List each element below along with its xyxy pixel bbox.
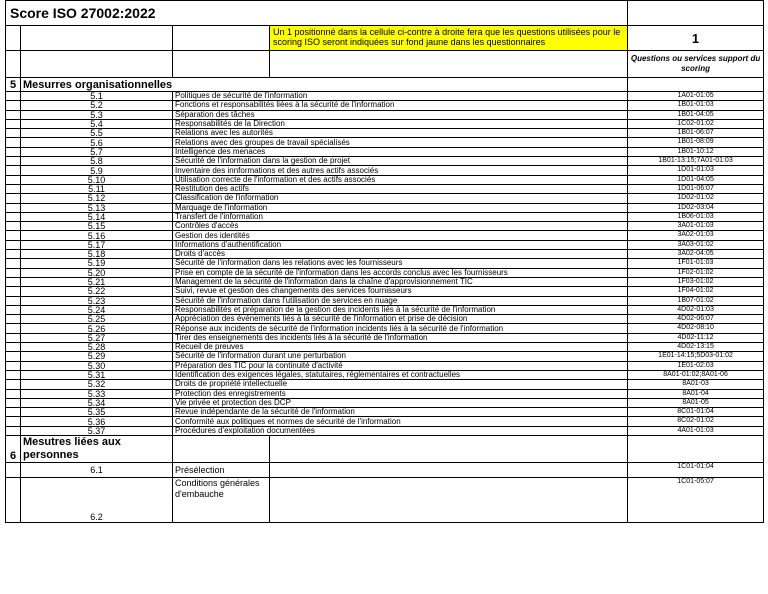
table-row (6, 119, 764, 128)
empty-cell[interactable] (173, 26, 270, 51)
empty-cell[interactable] (6, 259, 21, 268)
empty-cell[interactable] (6, 333, 21, 342)
item-code: 4D02-11:12 (628, 333, 764, 342)
item-number: 5.5 (21, 129, 173, 138)
item-code: 1F02-01:02 (628, 268, 764, 277)
table-row (6, 398, 764, 407)
item-label: Droits d'accès (173, 250, 628, 259)
item-label: Fonctions et responsabilités liées à la sécurité de l'information (173, 101, 628, 110)
item-code: 1C01-05:07 (628, 477, 764, 522)
empty-cell[interactable] (270, 462, 628, 477)
item-label: Gestion des identités (173, 231, 628, 240)
table-row (6, 462, 764, 477)
item-number: 5.32 (21, 380, 173, 389)
empty-cell[interactable] (21, 26, 173, 51)
empty-cell[interactable] (6, 287, 21, 296)
item-label: Conformité aux politiques et normes de sécurité de l'information (173, 417, 628, 426)
empty-cell[interactable] (21, 51, 173, 78)
table-row (6, 175, 764, 184)
item-number: 5.9 (21, 166, 173, 175)
item-number: 5.27 (21, 333, 173, 342)
item-code: 1C02-01:02 (628, 119, 764, 128)
scoring-note: Un 1 positionné dans la cellule ci-contre à droite fera que les questions utilisées pour le scoring ISO seront indiquées sur fond jaune dans les questionnaires (270, 26, 628, 51)
item-label: Marquage de l'information (173, 203, 628, 212)
empty-cell[interactable] (270, 78, 628, 92)
item-code: 1E01-02:03 (628, 361, 764, 370)
item-code: 1F04-01:02 (628, 287, 764, 296)
item-label: Vie privée et protection des DCP (173, 398, 628, 407)
table-row (6, 184, 764, 193)
item-code: 8A01-05 (628, 398, 764, 407)
item-label: Identification des exigences légales, statutaires, réglementaires et contractuelles (173, 370, 628, 379)
empty-cell[interactable] (6, 462, 21, 477)
section-title: Mesurres organisationnelles (21, 78, 270, 92)
item-label: Droits de propriété intellectuelle (173, 380, 628, 389)
item-code: 1D02-01:02 (628, 194, 764, 203)
item-number: 5.33 (21, 389, 173, 398)
item-code: 1D01-06:07 (628, 184, 764, 193)
item-number: 5.18 (21, 250, 173, 259)
item-label: Responsabilités de la Direction (173, 119, 628, 128)
item-number: 5.17 (21, 240, 173, 249)
item-label: Classification de l'information (173, 194, 628, 203)
questions-header: Questions ou services support du scoring (628, 51, 764, 78)
empty-cell[interactable] (6, 277, 21, 286)
item-label: Présélection (173, 462, 270, 477)
table-row (6, 324, 764, 333)
empty-cell[interactable] (6, 361, 21, 370)
empty-cell[interactable] (6, 92, 21, 101)
item-code: 1B01-08:09 (628, 138, 764, 147)
item-code: 4D02-01:03 (628, 305, 764, 314)
table-row (6, 426, 764, 435)
item-code: 1B01-06:07 (628, 129, 764, 138)
table-row (6, 194, 764, 203)
item-code: 1E01-14:15;5D03-01:02 (628, 352, 764, 361)
empty-cell[interactable] (6, 240, 21, 249)
item-number: 5.36 (21, 417, 173, 426)
empty-cell[interactable] (6, 343, 21, 352)
item-label: Sécurité de l'information durant une perturbation (173, 352, 628, 361)
empty-cell[interactable] (6, 408, 21, 417)
item-number: 5.22 (21, 287, 173, 296)
empty-cell[interactable] (270, 477, 628, 522)
empty-cell[interactable] (628, 435, 764, 462)
empty-cell[interactable] (6, 119, 21, 128)
empty-cell[interactable] (6, 398, 21, 407)
empty-cell[interactable] (173, 51, 270, 78)
item-number: 5.35 (21, 408, 173, 417)
item-label: Procédures d'exploitation documentées (173, 426, 628, 435)
empty-cell[interactable] (6, 305, 21, 314)
item-label: Sécurité de l'information dans la gestion de projet (173, 157, 628, 166)
empty-cell[interactable] (6, 315, 21, 324)
table-row (6, 250, 764, 259)
item-label: Protection des enregistrements (173, 389, 628, 398)
empty-cell[interactable] (6, 138, 21, 147)
table-row (6, 147, 764, 156)
item-code: 8A01-03 (628, 380, 764, 389)
item-code: 4D02-08:10 (628, 324, 764, 333)
table-row (6, 231, 764, 240)
table-row (6, 352, 764, 361)
empty-cell[interactable] (6, 380, 21, 389)
item-number: 5.31 (21, 370, 173, 379)
section-title: Mesutres liées aux personnes (21, 435, 173, 462)
empty-cell[interactable] (270, 51, 628, 78)
section-number: 6 (6, 435, 21, 462)
table-row (6, 370, 764, 379)
table-row (6, 408, 764, 417)
item-number: 5.13 (21, 203, 173, 212)
item-number: 5.20 (21, 268, 173, 277)
table-row (6, 389, 764, 398)
item-code: 1F03-01:02 (628, 277, 764, 286)
item-label: Suivi, revue et gestion des changements des services fournisseurs (173, 287, 628, 296)
item-number: 5.26 (21, 324, 173, 333)
item-code: 8A01-01:02;8A01-06 (628, 370, 764, 379)
empty-cell[interactable] (6, 194, 21, 203)
item-label: Politiques de sécurité de l'information (173, 92, 628, 101)
empty-cell[interactable] (6, 110, 21, 119)
table-row (6, 305, 764, 314)
item-code: 1D02-03:04 (628, 203, 764, 212)
table-row (6, 92, 764, 101)
item-code: 1D01-01:03 (628, 166, 764, 175)
table-row (6, 361, 764, 370)
item-code: 4A01-01:03 (628, 426, 764, 435)
item-label: Transfert de l'information (173, 212, 628, 221)
empty-cell[interactable] (6, 222, 21, 231)
item-number: 5.28 (21, 343, 173, 352)
item-number: 5.29 (21, 352, 173, 361)
item-number: 5.4 (21, 119, 173, 128)
section-number: 5 (6, 78, 21, 92)
empty-cell[interactable] (6, 268, 21, 277)
empty-cell[interactable] (628, 78, 764, 92)
table-row (6, 212, 764, 221)
empty-cell[interactable] (6, 417, 21, 426)
item-number: 5.1 (21, 92, 173, 101)
table-row (6, 138, 764, 147)
item-label: Séparation des tâches (173, 110, 628, 119)
item-code: 1F01-01:03 (628, 259, 764, 268)
item-label: Sécurité de l'information dans les relations avec les fournisseurs (173, 259, 628, 268)
score-table (5, 0, 764, 523)
section-row (6, 435, 764, 462)
item-label: Contrôles d'accès (173, 222, 628, 231)
table-row (6, 380, 764, 389)
item-label: Intelligence des menaces (173, 147, 628, 156)
table-row (6, 157, 764, 166)
item-code: 1C01-01:04 (628, 462, 764, 477)
item-number: 5.10 (21, 175, 173, 184)
item-label: Préparation des TIC pour la continuité d'activité (173, 361, 628, 370)
item-number: 5.8 (21, 157, 173, 166)
item-label: Réponse aux incidents de sécurité de l'information incidents liés à la sécurité de l'information (173, 324, 628, 333)
item-number: 5.6 (21, 138, 173, 147)
item-code: 1B01-01:03 (628, 101, 764, 110)
empty-cell[interactable] (6, 184, 21, 193)
scoring-flag-cell[interactable]: 1 (628, 26, 764, 51)
item-label: Informations d'authentification (173, 240, 628, 249)
item-number: 5.15 (21, 222, 173, 231)
item-number: 6.2 (21, 477, 173, 522)
item-number: 5.14 (21, 212, 173, 221)
table-row (6, 268, 764, 277)
table-row (6, 259, 764, 268)
sheet-title: Score ISO 27002:2022 (6, 1, 628, 26)
empty-cell[interactable] (6, 166, 21, 175)
empty-cell[interactable] (6, 101, 21, 110)
item-label: Sécurité de l'information dans l'utilisation de services en nuage (173, 296, 628, 305)
empty-cell[interactable] (6, 212, 21, 221)
empty-cell[interactable] (6, 26, 21, 51)
item-label: Revue indépendante de la sécurité de l'information (173, 408, 628, 417)
table-row (6, 166, 764, 175)
item-number: 5.12 (21, 194, 173, 203)
empty-cell[interactable] (6, 426, 21, 435)
item-code: 1A01-01:05 (628, 92, 764, 101)
item-number: 5.11 (21, 184, 173, 193)
table-row (6, 110, 764, 119)
item-code: 3A02-04:05 (628, 250, 764, 259)
empty-cell[interactable] (6, 51, 21, 78)
empty-cell[interactable] (6, 477, 21, 522)
table-row (6, 417, 764, 426)
item-code: 1B01-04:05 (628, 110, 764, 119)
item-code: 3A02-01:03 (628, 231, 764, 240)
item-number: 5.2 (21, 101, 173, 110)
empty-cell[interactable] (6, 203, 21, 212)
table-row (6, 240, 764, 249)
item-code: 1B07-01:02 (628, 296, 764, 305)
item-code: 4D02-06:07 (628, 315, 764, 324)
table-row (6, 287, 764, 296)
item-code: 1B01-13:15;7A01-01:03 (628, 157, 764, 166)
item-label: Restitution des actifs (173, 184, 628, 193)
item-label: Conditions générales d'embauche (173, 477, 270, 522)
item-number: 5.7 (21, 147, 173, 156)
table-row (6, 333, 764, 342)
item-code: 8C01-01:04 (628, 408, 764, 417)
table-row (6, 315, 764, 324)
table-row (6, 203, 764, 212)
empty-cell[interactable] (6, 389, 21, 398)
empty-cell[interactable] (6, 250, 21, 259)
item-code: 1B01-10:12 (628, 147, 764, 156)
item-label: Prise en compte de la sécurité de l'information dans les accords conclus avec les fournisseurs (173, 268, 628, 277)
empty-cell[interactable] (173, 435, 270, 462)
item-code: 8A01-04 (628, 389, 764, 398)
item-label: Utilisation correcte de l'information et des actifs associés (173, 175, 628, 184)
empty-cell[interactable] (6, 370, 21, 379)
table-row (6, 296, 764, 305)
item-label: Inventaire des innformations et des autres actifs associés (173, 166, 628, 175)
item-label: Responsabilités et préparation de la gestion des incidents liés à la sécurité de l'information (173, 305, 628, 314)
empty-cell[interactable] (6, 324, 21, 333)
item-label: Appréciation des événements liés à la sécurité de l'information et prise de décision (173, 315, 628, 324)
item-number: 5.30 (21, 361, 173, 370)
item-label: Recueil de preuves (173, 343, 628, 352)
empty-cell[interactable] (6, 231, 21, 240)
item-code: 3A01-01:03 (628, 222, 764, 231)
item-number: 5.21 (21, 277, 173, 286)
item-number: 5.19 (21, 259, 173, 268)
item-label: Management de la sécurité de l'information dans la chaîne d'approvisionnement TIC (173, 277, 628, 286)
item-number: 5.23 (21, 296, 173, 305)
header-empty-cell[interactable] (628, 1, 764, 26)
empty-cell[interactable] (270, 435, 628, 462)
table-row (6, 222, 764, 231)
item-code: 1D01-04:05 (628, 175, 764, 184)
item-number: 5.34 (21, 398, 173, 407)
item-number: 5.37 (21, 426, 173, 435)
empty-cell[interactable] (6, 147, 21, 156)
empty-cell[interactable] (6, 296, 21, 305)
item-number: 5.24 (21, 305, 173, 314)
item-number: 6.1 (21, 462, 173, 477)
empty-cell[interactable] (6, 157, 21, 166)
item-number: 5.16 (21, 231, 173, 240)
item-label: Tirer des enseignements des incidents liés à la sécurité de l'information (173, 333, 628, 342)
empty-cell[interactable] (6, 175, 21, 184)
table-row (6, 477, 764, 522)
item-code: 3A03-01:02 (628, 240, 764, 249)
table-row (6, 101, 764, 110)
table-row (6, 277, 764, 286)
empty-cell[interactable] (6, 129, 21, 138)
item-label: Relations avec les autorités (173, 129, 628, 138)
item-code: 1B06-01:03 (628, 212, 764, 221)
item-number: 5.3 (21, 110, 173, 119)
item-code: 8C02-01:02 (628, 417, 764, 426)
item-number: 5.25 (21, 315, 173, 324)
empty-cell[interactable] (6, 352, 21, 361)
item-label: Relations avec des groupes de travail spécialisés (173, 138, 628, 147)
table-row (6, 129, 764, 138)
table-row (6, 343, 764, 352)
item-code: 4D02-13:15 (628, 343, 764, 352)
